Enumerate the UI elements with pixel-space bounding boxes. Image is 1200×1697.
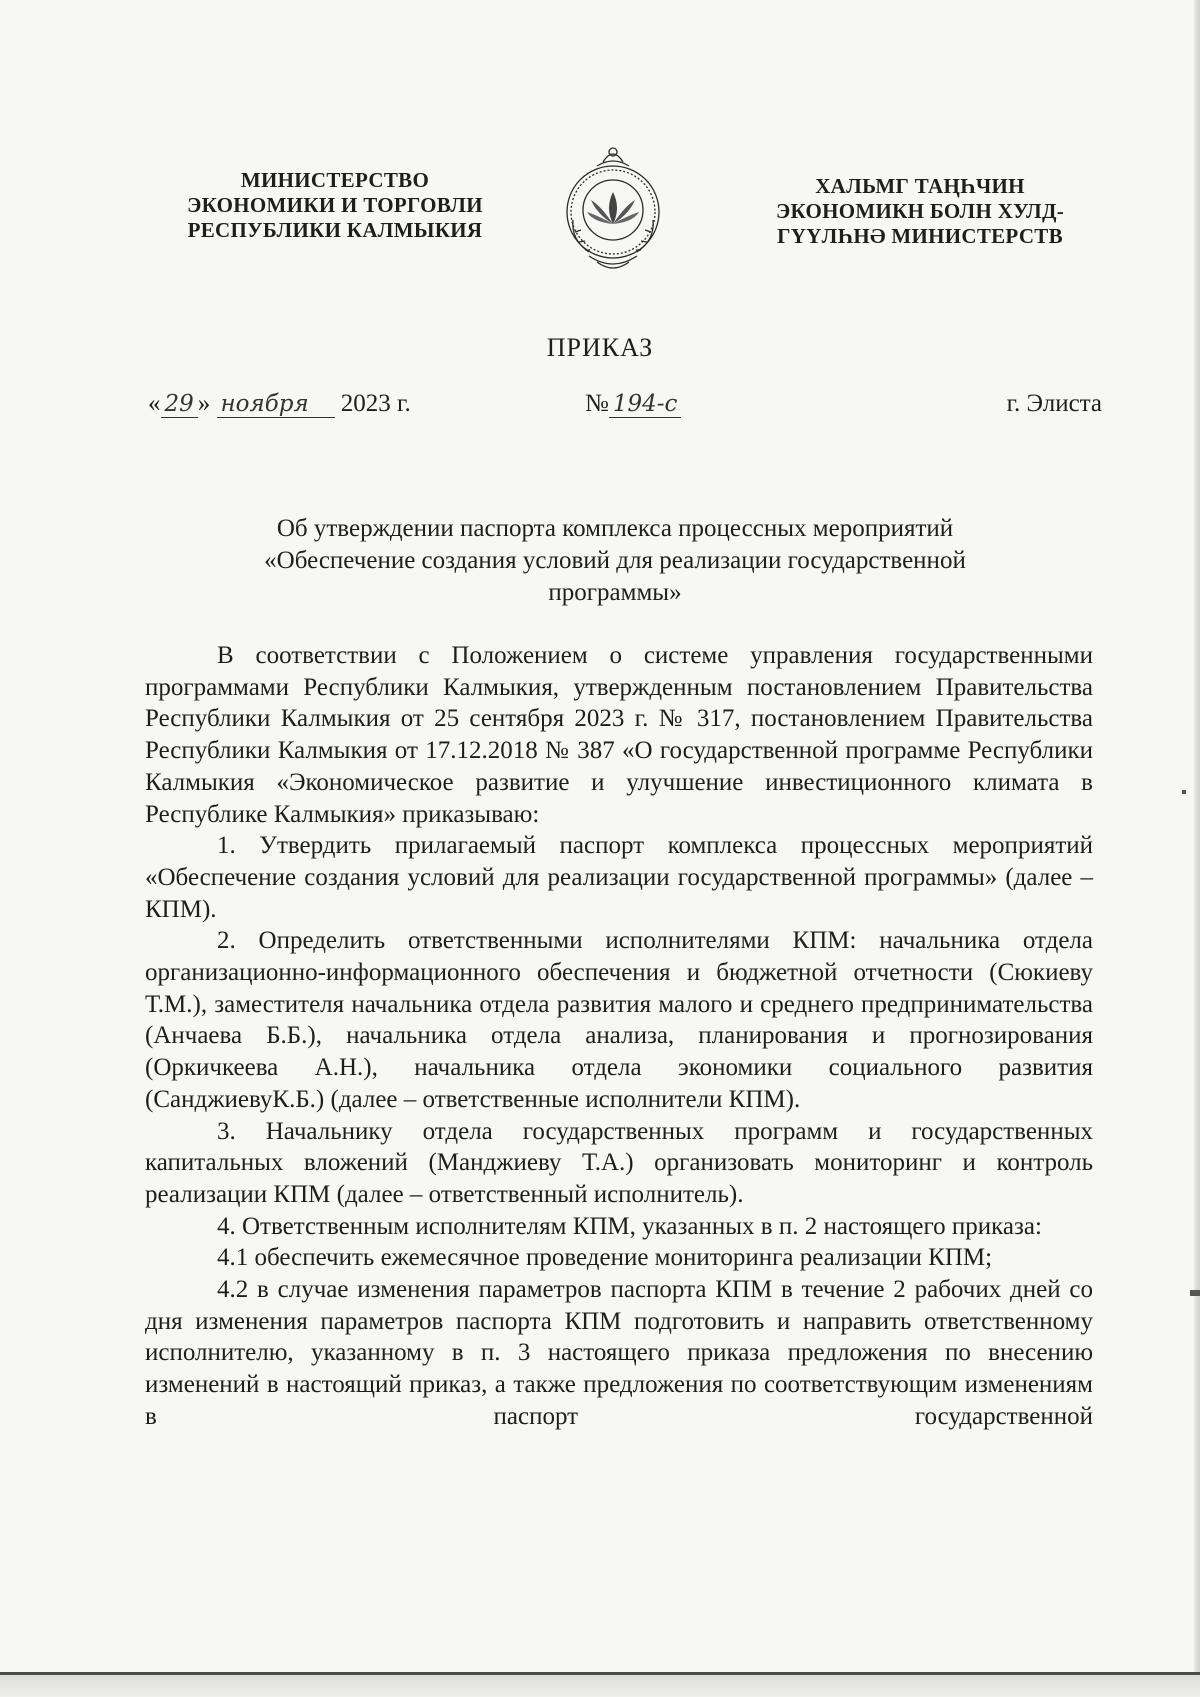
clause-4: 4. Ответственным исполнителям КПМ, указанных в п. 2 настоящего приказа:	[217, 1212, 1042, 1240]
order-date	[148, 390, 411, 418]
date-day: 29	[161, 391, 198, 418]
ministry-name-kalmyk: ХАЛЬМГ ТАҢҺЧИН ЭКОНОМИКН БОЛН ХУЛД- ГҮҮЛҺНӘ МИНИСТЕРСТВ	[775, 174, 1065, 248]
order-city: г. Элиста	[1006, 390, 1102, 417]
scan-mark	[1190, 1290, 1200, 1296]
order-subject	[200, 513, 1030, 609]
number-prefix: №	[585, 390, 609, 417]
date-year: 2023 г.	[340, 390, 411, 417]
document-title: ПРИКАЗ	[546, 333, 654, 362]
date-quote-close: »	[197, 390, 211, 417]
date-quote-open: «	[148, 390, 161, 417]
clause-4-1: 4.1 обеспечить ежемесячное проведение мониторинга реализации КПМ;	[217, 1244, 993, 1272]
number-value: 194-с	[609, 391, 682, 418]
clause-2: 2. Определить ответственными исполнителями КПМ: начальника отдела организационно-информационного обеспечения и бюджетной отчетности (Сюкиеву Т.М.), заместителя начальника отдела развития малого и среднего предпринимательства (Анчаева Б.Б.), начальника отдела анализа, планирования и прогнозирования (Оркичкеева А.Н.), начальника отдела экономики социального развития (СанджиевуК.Б.) (далее – ответственные исполнители КПМ).	[145, 927, 1093, 1113]
subject-line: Об утверждении паспорта комплекса процессных мероприятий	[276, 515, 954, 542]
clause-3: 3. Начальнику отдела государственных программ и государственных капитальных вложений (Манджиеву Т.А.) организовать мониторинг и контроль реализации КПМ (далее – ответственный исполнитель).	[145, 1117, 1093, 1208]
subject-line: «Обеспечение создания условий для реализации государственной	[264, 547, 966, 574]
document-dateline	[0, 390, 1200, 430]
scan-mark	[1182, 790, 1186, 794]
clause-1: 1. Утвердить прилагаемый паспорт комплекса процессных мероприятий «Обеспечение создания условий для реализации государственной программы» (далее – КПМ).	[145, 832, 1093, 923]
clause-4-2: 4.2 в случае изменения параметров паспорта КПМ в течение 2 рабочих дней со дня изменения параметров паспорта КПМ подготовить и направить ответственному исполнителю, указанному в п. 3 настоящего приказа предложения по внесению изменений в настоящий приказ, а также предложения по соответствующим изменениям в паспорт государственной	[145, 1276, 1093, 1430]
ministry-name-russian: МИНИСТЕРСТВО ЭКОНОМИКИ И ТОРГОВЛИ РЕСПУБЛИКИ КАЛМЫКИЯ	[187, 168, 483, 242]
date-month: ноября	[217, 391, 335, 418]
order-number	[585, 390, 681, 418]
scan-edge-strip	[0, 1675, 1200, 1697]
coat-of-arms-icon	[553, 140, 673, 280]
letterhead	[0, 160, 1200, 290]
order-body	[145, 640, 1093, 1433]
preamble-paragraph: В соответствии с Положением о системе управления государственными программами Республики Калмыкия, утвержденным постановлением Правительства Республики Калмыкия от 25 сентября 2023 г. № 317, постановлением Правительства Республики Калмыкия от 17.12.2018 № 387 «О государственной программе Республики Калмыкия «Экономическое развитие и улучшение инвестиционного климата в Республике Калмыкия» приказываю:	[145, 642, 1093, 828]
subject-line: программы»	[548, 579, 682, 606]
